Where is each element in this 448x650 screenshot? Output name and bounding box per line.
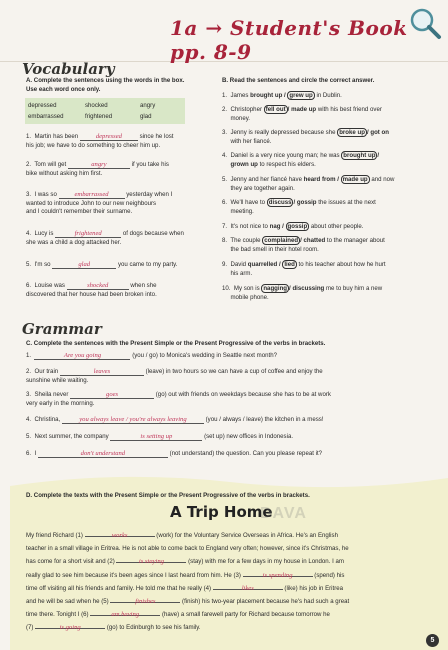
b-item-7: 7. It's not nice to nag / gossip about other people.: [222, 223, 364, 230]
a-item-5: 5. I'm so glad you came to my party.: [26, 261, 178, 268]
answer: am having: [90, 608, 160, 616]
text-line: My friend Richard (1) works (work) for the Voluntary Service Overseas in Africa. He's an English: [26, 529, 438, 542]
trip-text: [26, 529, 438, 635]
answer: you always leave / you're always leaving: [62, 416, 204, 424]
instruction-d: D. Complete the texts with the Present Simple or the Present Progressive of the verbs in brackets.: [26, 492, 310, 499]
page-number: 5: [426, 634, 439, 647]
magnifier-icon: [408, 6, 442, 40]
page-title: 1a → Student's Book pp. 8-9: [170, 16, 408, 64]
word: glad: [140, 113, 152, 120]
b-item-3: 3. Jenny is really depressed because she broke up / got on with her fiancé.: [222, 129, 389, 145]
answer: is staying: [116, 555, 186, 563]
text-line: time there. Tonight I (6) am having (have) a small farewell party for Richard because tomorrow he: [26, 608, 438, 621]
answer: embarrassed: [59, 191, 125, 199]
grammar-heading: Grammar: [22, 320, 102, 338]
a-item-3: 3. I was so embarrassed yesterday when I wanted to introduce John to our new neighbours and I couldn't remember their surname.: [26, 191, 173, 216]
c-item-3: 3. Sheila never goes (go) out with friends on weekdays because she has to be at work very early in the morning.: [26, 391, 331, 407]
answer: is spending: [243, 569, 313, 577]
answer: likes: [213, 582, 283, 590]
text-title: A Trip Home: [170, 503, 273, 521]
b-item-4: 4. Daniel is a very nice young man; he was brought up / grown up to respect his elders.: [222, 152, 380, 168]
b-item-8: 8. The couple complained / chatted to the manager about the bad smell in their hotel room.: [222, 237, 385, 253]
b-item-10: 10. My son is nagging / discussing me to buy him a new mobile phone.: [222, 285, 383, 301]
answer: don't understand: [38, 450, 168, 458]
instruction-a: A. Complete the sentences using the words in the box. Use each word once only.: [26, 77, 185, 93]
answer: shocked: [67, 282, 129, 290]
instruction-c: C. Complete the sentences with the Present Simple or the Present Progressive of the verbs in brackets.: [26, 340, 326, 347]
answer: finishes: [110, 595, 180, 603]
answer: depressed: [80, 133, 138, 141]
watermark: DAVA: [260, 505, 307, 522]
answer: goes: [70, 391, 154, 399]
b-item-6: 6. We'll have to discuss / gossip the issues at the next meeting.: [222, 199, 376, 215]
answer: leaves: [60, 368, 144, 376]
word-box: [25, 98, 185, 124]
answer: works: [85, 529, 155, 537]
word: shocked: [85, 102, 108, 109]
a-item-1: 1. Martin has been depressed since he lost his job; we have to do something to cheer him up.: [26, 133, 174, 149]
word: depressed: [28, 102, 57, 109]
answer: glad: [52, 261, 116, 269]
answer: frightened: [55, 230, 121, 238]
word: frightened: [85, 113, 113, 120]
text-line: and he will be sad when he (5) finishes (finish) his two-year placement because he's had such a great: [26, 595, 438, 608]
instruction-b: B. Read the sentences and circle the correct answer.: [222, 77, 375, 84]
vocabulary-heading: Vocabulary: [22, 60, 115, 78]
b-item-2: 2. Christopher fell out / made up with his best friend over money.: [222, 106, 382, 122]
c-item-4: 4. Christina, you always leave / you're always leaving (you / always / leave) the kitchen in a mess!: [26, 416, 324, 423]
word: angry: [140, 102, 156, 109]
b-item-1: 1. James brought up / grew up in Dublin.: [222, 92, 342, 99]
answer: Are you going: [34, 352, 130, 360]
text-line: has come for a short visit and (2) is staying (stay) with me for a few days in my house in London. I am: [26, 555, 438, 568]
c-item-2: 2. Our train leaves (leave) in two hours so we can have a cup of coffee and enjoy the sunshine while waiting.: [26, 368, 323, 384]
b-item-9: 9. David quarrelled / lied to his teacher about how he hurt his arm.: [222, 261, 386, 277]
c-item-5: 5. Next summer, the company is setting up (set up) new offices in Indonesia.: [26, 433, 294, 440]
word: embarrassed: [28, 113, 64, 120]
answer: angry: [68, 161, 130, 169]
text-line: (7) is going (go) to Edinburgh to see his family.: [26, 621, 438, 634]
answer: is going: [35, 621, 105, 629]
answer: is setting up: [110, 433, 202, 441]
page-header: [0, 0, 448, 62]
b-item-5: 5. Jenny and her fiancé have heard from / made up and now they are together again.: [222, 176, 395, 192]
c-item-6: 6. I don't understand (not understand) the question. Can you please repeat it?: [26, 450, 323, 457]
text-line: teacher in a small village in Eritrea. He is not able to come back to England very often; however, since it's Christmas, he: [26, 545, 349, 553]
text-line: time off visiting all his friends and family. He told me that he really (4) likes (like) his job in Eritrea: [26, 582, 438, 595]
a-item-2: 2. Tom will get angry if you take his bike without asking him first.: [26, 161, 169, 177]
a-item-4: 4. Lucy is frightened of dogs because when she was a child a dog attacked her.: [26, 230, 184, 246]
text-line: really glad to see him because it's been ages since I last heard from him. He (3) is spending (spend) his: [26, 569, 438, 582]
c-item-1: 1. Are you going (you / go) to Monica's wedding in Seattle next month?: [26, 352, 277, 359]
a-item-6: 6. Louise was shocked when she discovered that her house had been broken into.: [26, 282, 157, 298]
